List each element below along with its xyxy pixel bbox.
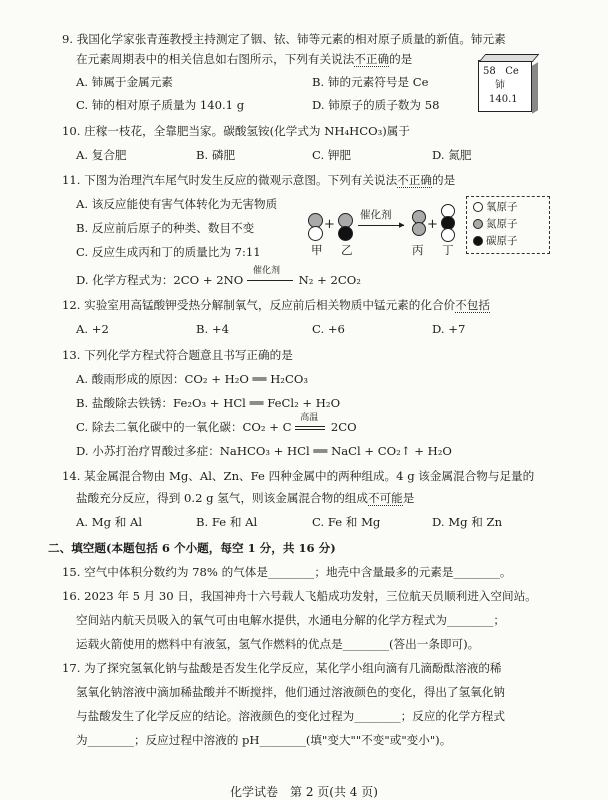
- legend-nitrogen-label: 氮原子: [486, 218, 518, 230]
- q12-stem-text: 12. 实验室用高锰酸钾受热分解制氧气，反应前后相关物质中锰元素的化合价: [62, 298, 456, 312]
- q16-line1: 16. 2023 年 5 月 30 日，我国神舟十六号载人飞船成功发射，三位航天员顺利进入空间站。: [62, 589, 537, 603]
- q15-text: 15. 空气中体积分数约为 78% 的气体是________；地壳中含量最多的元素是________。: [62, 565, 512, 579]
- q12-option-a: A. +2: [76, 322, 109, 336]
- element-mass: 140.1: [489, 94, 518, 105]
- legend-oxygen: [473, 201, 518, 214]
- q16-line3: 运载火箭使用的燃料中有液氢，氢气作燃料的优点是________(答出一条即可)。: [76, 637, 480, 651]
- reaction-arrow: [358, 225, 404, 226]
- q9-stem-end: 的是: [389, 52, 413, 66]
- q13-stem: 13. 下列化学方程式符合题意且书写正确的是: [62, 348, 293, 362]
- element-number-symbol: [483, 66, 519, 78]
- element-cell-top-face: [479, 54, 540, 62]
- q13-equation-condition: 高温: [300, 413, 319, 423]
- q12-option-c: C. +6: [312, 322, 345, 336]
- q13-option-a: A. 酸雨形成的原因：CO₂ + H₂O ══ H₂CO₃: [76, 372, 308, 386]
- legend-carbon-label: 碳原子: [486, 235, 518, 247]
- q9-stem-text: 在元素周期表中的相关信息如右图所示，下列有关说法: [76, 52, 355, 66]
- q9-emphasis: 不正确: [354, 52, 390, 66]
- element-cell-ce: [478, 60, 532, 112]
- q11-option-d: [76, 266, 361, 289]
- label-bing: 丙: [412, 243, 424, 257]
- q9-option-a: A. 铈属于金属元素: [76, 75, 173, 89]
- element-cell-side-face: [532, 62, 538, 113]
- q9-stem-line1: 9. 我国化学家张青莲教授主持测定了铟、铱、铈等元素的相对原子质量的新值。铈元素: [62, 32, 506, 46]
- label-yi: 乙: [341, 243, 353, 257]
- section2-heading: 二、填空题(本题包括 6 个小题，每空 1 分，共 16 分): [48, 541, 336, 555]
- q10-stem: 10. 庄稼一枝花，全靠肥当家。碳酸氢铵(化学式为 NH₄HCO₃)属于: [62, 124, 410, 138]
- carbon-atom-icon: [473, 236, 483, 246]
- q13-option-c-products: 2CO: [330, 420, 357, 434]
- equation-line-top: [295, 426, 325, 427]
- q9-stem-line2: [76, 50, 412, 68]
- equation-line: [247, 280, 293, 281]
- legend-oxygen-label: 氧原子: [486, 201, 518, 213]
- q13-option-d: D. 小苏打治疗胃酸过多症：NaHCO₃ + HCl ══ NaCl + CO₂↑ + H₂O: [76, 444, 452, 458]
- q11-stem-text: 11. 下图为治理汽车尾气时发生反应的微观示意图。下列有关说法: [62, 173, 398, 187]
- q14-option-d: D. Mg 和 Zn: [432, 515, 503, 529]
- q11-option-c: C. 反应生成丙和丁的质量比为 7:11: [76, 245, 261, 259]
- q10-option-c: C. 钾肥: [312, 148, 352, 162]
- jia-oxygen-atom: [308, 226, 323, 241]
- q14-stem-line1: 14. 某金属混合物由 Mg、Al、Zn、Fe 四种金属中的两种组成。4 g 该金属混合物与足量的: [62, 469, 535, 483]
- q9-option-c: C. 铈的相对原子质量为 140.1 g: [76, 98, 245, 112]
- q17-line4: 为________；反应过程中溶液的 pH________(填"变大""不变"或"变小")。: [76, 733, 452, 747]
- q13-equation-arrow: [295, 413, 327, 435]
- q17-line1: 17. 为了探究氢氧化钠与盐酸是否发生化学反应，某化学小组向滴有几滴酚酞溶液的稀: [62, 661, 502, 675]
- page-footer: 化学试卷 第 2 页(共 4 页): [230, 785, 378, 799]
- element-symbol: Ce: [505, 66, 519, 77]
- q11-option-d-products: N₂ + 2CO₂: [298, 273, 361, 287]
- q9-option-d: D. 铈原子的质子数为 58: [312, 98, 440, 112]
- q14-stem-text: 盐酸充分反应，得到 0.2 g 氢气，则该金属混合物的组成: [76, 491, 368, 505]
- q10-option-b: B. 磷肥: [196, 148, 236, 162]
- q13-option-c-text: C. 除去二氧化碳中的一氧化碳：CO₂ + C: [76, 420, 292, 434]
- legend-nitrogen: [473, 218, 518, 231]
- q12-stem: [62, 296, 490, 314]
- yi-carbon-atom: [338, 226, 353, 241]
- q11-equation-condition: 催化剂: [252, 266, 280, 276]
- q14-emphasis: 不可能: [367, 491, 403, 505]
- q11-option-b: B. 反应前后原子的种类、数目不变: [76, 221, 255, 235]
- q12-emphasis: 不包括: [455, 298, 490, 312]
- catalyst-label: 催化剂: [360, 209, 392, 221]
- q13-option-b: B. 盐酸除去铁锈：Fe₂O₃ + HCl ══ FeCl₂ + H₂O: [76, 396, 341, 410]
- q14-option-b: B. Fe 和 Al: [196, 515, 258, 529]
- q11-option-a: A. 该反应能使有害气体转化为无害物质: [76, 197, 278, 211]
- label-jia: 甲: [311, 243, 323, 257]
- q16-line2: 空间站内航天员吸入的氧气可由电解水提供，水通电分解的化学方程式为________；: [76, 613, 505, 627]
- q17-line2: 氢氧化钠溶液中滴加稀盐酸并不断搅拌，他们通过溶液颜色的变化，得出了氢氧化钠: [76, 685, 505, 699]
- q10-option-d: D. 氮肥: [432, 148, 472, 162]
- q14-stem-end: 是: [402, 491, 415, 505]
- nitrogen-atom-icon: [473, 219, 483, 229]
- q11-stem: [62, 171, 455, 189]
- q11-stem-end: 的是: [431, 173, 456, 187]
- q11-equation-arrow: [247, 266, 295, 288]
- oxygen-atom-icon: [473, 202, 483, 212]
- q13-option-c: [76, 413, 357, 436]
- q11-emphasis: 不正确: [397, 173, 432, 187]
- atom-legend: [466, 196, 550, 254]
- q14-stem-line2: [76, 489, 414, 507]
- bing-nitrogen-atom-2: [412, 222, 426, 236]
- q12-option-d: D. +7: [432, 322, 466, 336]
- equation-line-bottom: [295, 429, 325, 430]
- element-number: 58: [483, 66, 496, 77]
- plus-sign-1: +: [324, 217, 335, 232]
- q14-option-c: C. Fe 和 Mg: [312, 515, 381, 529]
- q11-option-d-text: D. 化学方程式为：2CO + 2NO: [76, 273, 244, 287]
- element-name: 铈: [495, 80, 505, 91]
- q12-option-b: B. +4: [196, 322, 229, 336]
- plus-sign-2: +: [427, 217, 438, 232]
- q9-option-b: B. 铈的元素符号是 Ce: [312, 75, 429, 89]
- legend-carbon: [473, 235, 518, 248]
- q17-line3: 与盐酸发生了化学反应的结论。溶液颜色的变化过程为________；反应的化学方程式: [76, 709, 505, 723]
- q14-option-a: A. Mg 和 Al: [76, 515, 143, 529]
- arrow-head-icon: ▸: [399, 218, 405, 231]
- label-ding: 丁: [442, 243, 454, 257]
- ding-oxygen-atom-2: [441, 228, 455, 242]
- q10-option-a: A. 复合肥: [76, 148, 127, 162]
